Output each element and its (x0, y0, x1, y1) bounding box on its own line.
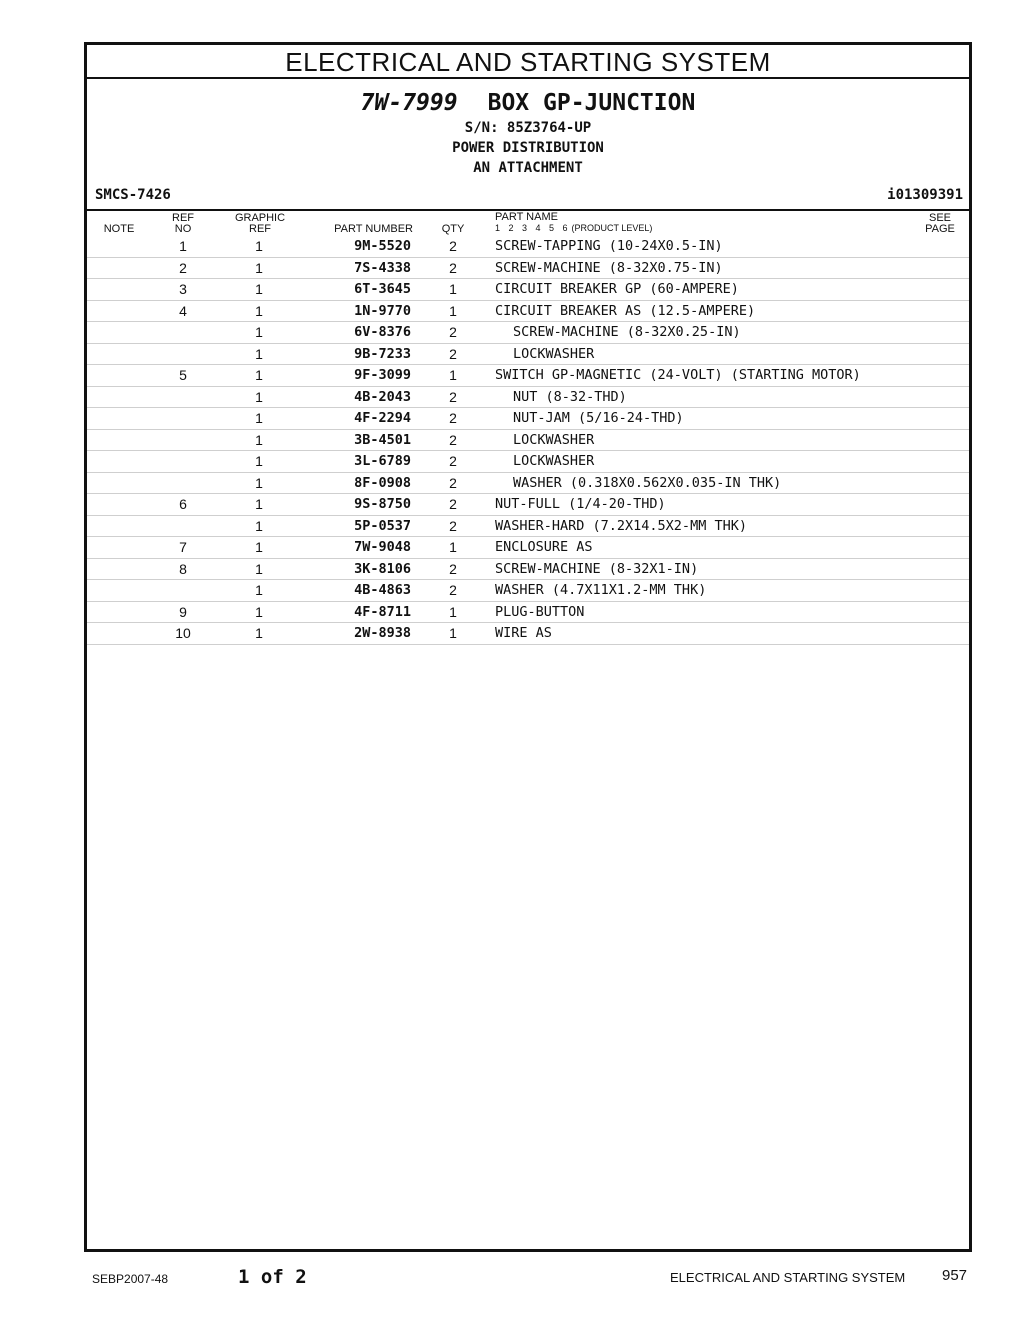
part-name-cell: LOCKWASHER (513, 345, 595, 362)
part-number-cell: 5P-0537 (354, 517, 411, 534)
table-row (87, 516, 969, 538)
part-name-cell: NUT-JAM (5/16-24-THD) (513, 410, 684, 426)
part-number-cell: 9M-5520 (354, 238, 411, 254)
part-number-cell: 3B-4501 (354, 431, 411, 448)
qty-cell: 1 (449, 281, 457, 297)
col-see-page-header-bottom: PAGE (925, 223, 955, 235)
table-row (87, 258, 969, 280)
part-number-cell: 6T-3645 (354, 281, 411, 297)
table-row (87, 365, 969, 387)
serial-number-range: S/N: 85Z3764-UP (464, 120, 592, 136)
part-name-cell: WASHER (4.7X11X1.2-MM THK) (495, 582, 707, 598)
assembly-part-name: BOX GP-JUNCTION (487, 90, 696, 116)
graphic-ref-cell: 1 (255, 324, 263, 340)
qty-cell: 2 (449, 431, 457, 448)
col-graphic-header-bottom: REF (249, 223, 271, 235)
ref-no-cell: 6 (179, 496, 187, 512)
table-row (87, 473, 969, 495)
table-row (87, 279, 969, 301)
graphic-ref-cell: 1 (255, 517, 263, 534)
qty-cell: 2 (449, 259, 457, 276)
table-row (87, 602, 969, 624)
qty-cell: 2 (449, 388, 457, 405)
graphic-ref-cell: 1 (255, 281, 263, 297)
qty-cell: 2 (449, 453, 457, 469)
part-number-cell: 1N-9770 (354, 302, 411, 319)
part-name-cell: WASHER (0.318X0.562X0.035-IN THK) (513, 474, 782, 491)
qty-cell: 2 (449, 582, 457, 598)
table-row (87, 408, 969, 430)
part-number-cell: 4F-2294 (354, 410, 411, 426)
part-name-cell: SCREW-MACHINE (8-32X0.75-IN) (495, 259, 723, 276)
graphic-ref-cell: 1 (255, 625, 263, 641)
assembly-description-2: AN ATTACHMENT (473, 160, 583, 176)
graphic-ref-cell: 1 (255, 603, 263, 620)
table-row (87, 236, 969, 258)
table-row (87, 494, 969, 516)
graphic-ref-cell: 1 (255, 431, 263, 448)
graphic-ref-cell: 1 (255, 345, 263, 362)
part-name-cell: SWITCH GP-MAGNETIC (24-VOLT) (STARTING MOTOR) (495, 367, 861, 383)
table-row (87, 430, 969, 452)
qty-cell: 1 (449, 539, 457, 555)
product-level-label: (PRODUCT LEVEL) (571, 223, 653, 233)
assembly-description-1: POWER DISTRIBUTION (452, 140, 604, 156)
part-name-cell: CIRCUIT BREAKER AS (12.5-AMPERE) (495, 302, 756, 319)
col-ref-header-bottom: NO (174, 223, 192, 235)
part-name-cell: NUT (8-32-THD) (513, 388, 627, 405)
col-graphic-header-top: GRAPHIC (234, 212, 286, 224)
part-name-cell: SCREW-MACHINE (8-32X0.25-IN) (513, 324, 741, 340)
ref-no-cell: 10 (175, 625, 191, 641)
part-number-cell: 2W-8938 (354, 625, 411, 641)
part-name-cell: LOCKWASHER (513, 453, 595, 469)
table-row (87, 451, 969, 473)
part-name-cell: WASHER-HARD (7.2X14.5X2-MM THK) (495, 517, 747, 534)
ref-no-cell: 7 (179, 539, 187, 555)
graphic-ref-cell: 1 (255, 496, 263, 512)
footer-section: ELECTRICAL AND STARTING SYSTEM (670, 1270, 906, 1285)
part-name-cell: SCREW-TAPPING (10-24X0.5-IN) (495, 238, 723, 254)
parts-page-frame (84, 42, 972, 1252)
part-name-cell: WIRE AS (495, 625, 552, 641)
table-row (87, 301, 969, 323)
part-number-cell: 6V-8376 (354, 324, 411, 340)
qty-cell: 2 (449, 496, 457, 512)
graphic-ref-cell: 1 (255, 582, 263, 598)
assembly-part-number: 7W-7999 (360, 90, 458, 116)
ref-no-cell: 4 (179, 302, 187, 319)
qty-cell: 2 (449, 345, 457, 362)
col-part-number-header: PART NUMBER (334, 223, 413, 235)
product-level-scale (495, 223, 652, 233)
graphic-ref-cell: 1 (255, 539, 263, 555)
part-number-cell: 8F-0908 (354, 474, 411, 491)
table-row (87, 344, 969, 366)
part-number-cell: 9F-3099 (354, 367, 411, 383)
table-row (87, 537, 969, 559)
ref-no-cell: 5 (179, 367, 187, 383)
qty-cell: 2 (449, 474, 457, 491)
table-row (87, 580, 969, 602)
illustration-id: i01309391 (887, 187, 963, 203)
footer-page-of: 1 of 2 (238, 1266, 307, 1288)
part-number-cell: 7S-4338 (354, 259, 411, 276)
ref-no-cell: 3 (179, 281, 187, 297)
qty-cell: 2 (449, 324, 457, 340)
part-number-cell: 7W-9048 (354, 539, 411, 555)
section-title: ELECTRICAL AND STARTING SYSTEM (87, 45, 969, 79)
graphic-ref-cell: 1 (255, 474, 263, 491)
qty-cell: 1 (449, 603, 457, 620)
graphic-ref-cell: 1 (255, 453, 263, 469)
qty-cell: 2 (449, 560, 457, 577)
table-row (87, 387, 969, 409)
part-number-cell: 3L-6789 (354, 453, 411, 469)
part-number-cell: 4B-4863 (354, 582, 411, 598)
table-row (87, 623, 969, 645)
col-see-page-header-top: SEE (928, 212, 951, 224)
qty-cell: 2 (449, 517, 457, 534)
graphic-ref-cell: 1 (255, 388, 263, 405)
part-heading (87, 89, 969, 117)
part-name-cell: NUT-FULL (1/4-20-THD) (495, 496, 666, 512)
col-part-name-header: PART NAME (495, 211, 558, 223)
graphic-ref-cell: 1 (255, 410, 263, 426)
col-note-header: NOTE (103, 223, 135, 235)
qty-cell: 1 (449, 302, 457, 319)
part-number-cell: 4F-8711 (354, 603, 411, 620)
part-name-cell: SCREW-MACHINE (8-32X1-IN) (495, 560, 699, 577)
qty-cell: 2 (449, 410, 457, 426)
ref-no-cell: 9 (179, 603, 187, 620)
footer-doc-id: SEBP2007-48 (92, 1272, 169, 1286)
parts-table (87, 236, 969, 645)
col-ref-header-top: REF (172, 212, 194, 224)
table-row (87, 559, 969, 581)
ref-no-cell: 1 (179, 238, 187, 254)
part-name-cell: ENCLOSURE AS (495, 539, 593, 555)
col-qty-header: QTY (441, 223, 465, 235)
part-name-cell: CIRCUIT BREAKER GP (60-AMPERE) (495, 281, 739, 297)
table-row (87, 322, 969, 344)
graphic-ref-cell: 1 (255, 367, 263, 383)
part-number-cell: 9S-8750 (354, 496, 411, 512)
part-number-cell: 4B-2043 (354, 388, 411, 405)
part-number-cell: 9B-7233 (354, 345, 411, 362)
qty-cell: 1 (449, 367, 457, 383)
part-name-cell: LOCKWASHER (513, 431, 595, 448)
level-numbers: 1 2 3 4 5 6 (495, 223, 568, 233)
graphic-ref-cell: 1 (255, 560, 263, 577)
graphic-ref-cell: 1 (255, 259, 263, 276)
qty-cell: 2 (449, 238, 457, 254)
part-name-cell: PLUG-BUTTON (495, 603, 585, 620)
graphic-ref-cell: 1 (255, 302, 263, 319)
ref-no-cell: 8 (179, 560, 187, 577)
ref-no-cell: 2 (179, 259, 187, 276)
smcs-code: SMCS-7426 (95, 187, 171, 203)
graphic-ref-cell: 1 (255, 238, 263, 254)
qty-cell: 1 (449, 625, 457, 641)
footer-page-number: 957 (942, 1267, 968, 1284)
part-number-cell: 3K-8106 (354, 560, 411, 577)
